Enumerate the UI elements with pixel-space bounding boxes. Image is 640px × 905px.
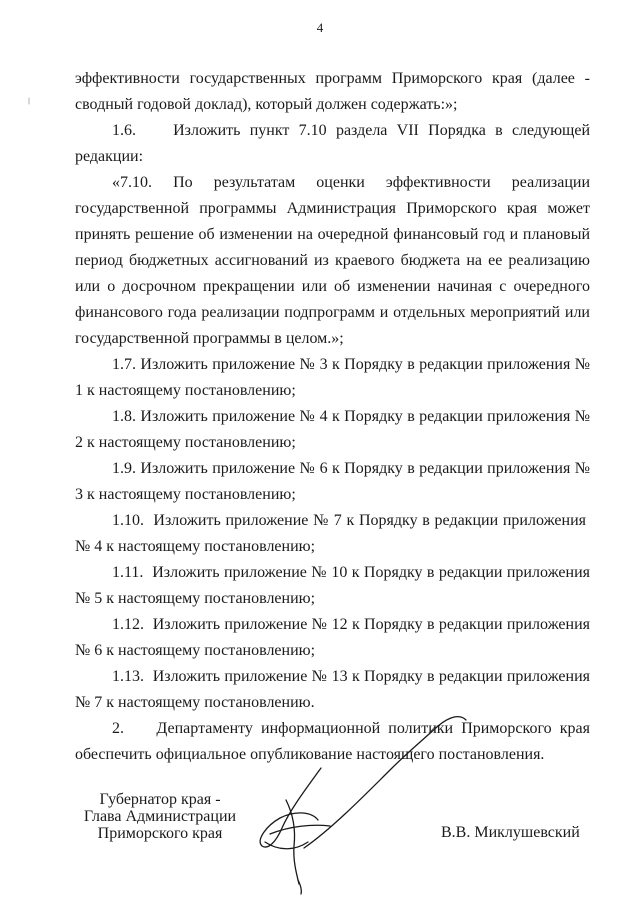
- paragraph: 1.9. Изложить приложение № 6 к Порядку в редакции приложения № 3 к настоящему постановлению;: [75, 460, 590, 503]
- paragraph: 1.7. Изложить приложение № 3 к Порядку в редакции приложения № 1 к настоящему постановлению;: [75, 356, 590, 399]
- paragraph: 1.8. Изложить приложение № 4 к Порядку в редакции приложения № 2 к настоящему постановлению;: [75, 408, 590, 451]
- paragraph: «7.10. По результатам оценки эффективности реализации государственной программы Администрация Приморского края может принять решение об изменении на очередной финансовый год и плановый период бюджетных ассигнований из краевого бюджета на ее реализацию или о досрочном прекращении или об изменении начиная с очередного финансового года реализации подпрограмм и отдельных мероприятий или государственной программы в целом.»;: [75, 174, 590, 347]
- position-line: Приморского края: [97, 825, 223, 842]
- paragraph: 1.11. Изложить приложение № 10 к Порядку в редакции приложения № 5 к настоящему постановлению;: [75, 564, 590, 607]
- paragraph: 1.10. Изложить приложение № 7 к Порядку в редакции приложения № 4 к настоящему постановлению;: [75, 512, 590, 555]
- paragraph: 1.6. Изложить пункт 7.10 раздела VII Порядка в следующей редакции:: [75, 122, 590, 165]
- page-number: 4: [316, 20, 324, 35]
- paragraph: 1.13. Изложить приложение № 13 к Порядку в редакции приложения № 7 к настоящему постановлению.: [75, 668, 590, 711]
- paragraph: 1.12. Изложить приложение № 12 к Порядку в редакции приложения № 6 к настоящему постановлению;: [75, 616, 590, 659]
- paragraph: эффективности государственных программ Приморского края (далее - сводный годовой доклад), который должен содержать:»;: [75, 70, 590, 113]
- paragraph: 2. Департаменту информационной политики Приморского края обеспечить официальное опубликование настоящего постановления.: [75, 720, 590, 763]
- position-line: Глава Администрации: [83, 808, 237, 825]
- position-line: Губернатор края -: [99, 791, 221, 808]
- signatory-name: В.В. Миклушевский: [441, 824, 580, 841]
